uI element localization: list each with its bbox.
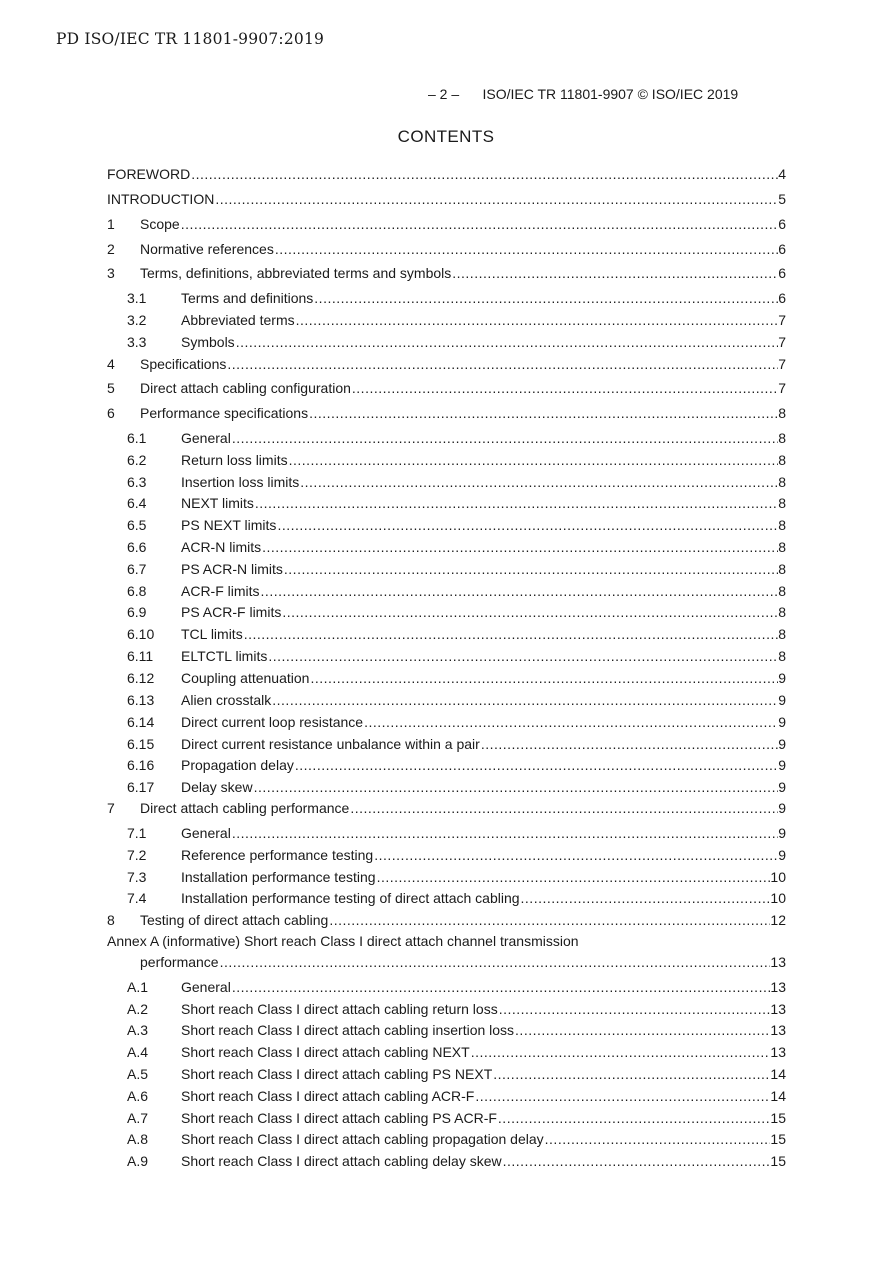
running-head: – 2 – ISO/IEC TR 11801-9907 © ISO/IEC 2019 xyxy=(428,86,739,102)
toc-entry-number: 6 xyxy=(107,405,115,421)
toc-leader-dots xyxy=(232,824,778,842)
toc-entry-number: 7.1 xyxy=(127,825,147,841)
toc-entry-title: ACR-N limits xyxy=(181,539,262,555)
toc-entry-page: 8 xyxy=(778,474,786,490)
toc-entry-page: 13 xyxy=(770,954,786,970)
toc-entry-title: ELTCTL limits xyxy=(181,648,268,664)
toc-entry-title: Symbols xyxy=(181,334,235,350)
toc-entry-page: 7 xyxy=(778,334,786,350)
toc-entry-title: Short reach Class I direct attach cabling ACR-F xyxy=(181,1088,475,1104)
toc-entry-number: A.4 xyxy=(127,1044,149,1060)
toc-entry-page: 12 xyxy=(770,912,786,928)
toc-entry-number: 6.4 xyxy=(127,495,147,511)
toc-leader-dots xyxy=(289,451,779,469)
toc-entry-title: Short reach Class I direct attach cabling delay skew xyxy=(181,1153,502,1169)
toc-entry-title: General xyxy=(181,825,231,841)
toc-entry-number: A.1 xyxy=(127,979,149,995)
toc-entry-title: NEXT limits xyxy=(181,495,254,511)
toc-leader-dots xyxy=(191,165,778,183)
toc-entry-title: General xyxy=(181,430,231,446)
toc-entry-page: 8 xyxy=(778,626,786,642)
annex-heading: Annex A (informative) Short reach Class I direct attach channel transmission xyxy=(107,933,579,949)
toc-entry-page: 9 xyxy=(778,757,786,773)
toc-entry-page: 6 xyxy=(778,241,786,257)
toc-entry-number: 6.17 xyxy=(127,779,155,795)
toc-entry[interactable] xyxy=(107,377,786,397)
toc-leader-dots xyxy=(261,582,779,600)
toc-entry-page: 15 xyxy=(770,1110,786,1126)
toc-leader-dots xyxy=(475,1087,770,1105)
toc-leader-dots xyxy=(364,713,778,731)
toc-entry-page: 13 xyxy=(770,979,786,995)
toc-entry[interactable] xyxy=(107,262,786,282)
toc-entry[interactable] xyxy=(127,287,786,307)
toc-entry-title: Terms, definitions, abbreviated terms and symbols xyxy=(140,265,452,281)
toc-entry-number: 6.8 xyxy=(127,583,147,599)
toc-leader-dots xyxy=(350,799,778,817)
toc-entry-page: 10 xyxy=(770,890,786,906)
toc-entry[interactable] xyxy=(127,976,786,996)
toc-entry-title: Scope xyxy=(140,216,180,232)
toc-entry-title: Coupling attenuation xyxy=(181,670,310,686)
toc-entry[interactable] xyxy=(107,909,786,929)
toc-entry[interactable] xyxy=(127,427,786,447)
toc-entry-number: 6.3 xyxy=(127,474,147,490)
toc-leader-dots xyxy=(503,1152,771,1170)
toc-entry-page: 8 xyxy=(778,430,786,446)
toc-entry-number: 6.10 xyxy=(127,626,155,642)
toc-entry[interactable] xyxy=(127,1019,786,1039)
document-identifier: PD ISO/IEC TR 11801-9907:2019 xyxy=(56,30,325,48)
toc-leader-dots xyxy=(471,1043,771,1061)
toc-entry-page: 15 xyxy=(770,1131,786,1147)
toc-entry[interactable] xyxy=(127,733,786,753)
toc-entry-page: 8 xyxy=(778,561,786,577)
toc-leader-dots xyxy=(220,953,771,971)
toc-entry[interactable] xyxy=(127,887,786,907)
toc-entry[interactable] xyxy=(127,309,786,329)
toc-entry-number: 6.2 xyxy=(127,452,147,468)
toc-leader-dots xyxy=(545,1130,771,1148)
toc-entry-number: 7.3 xyxy=(127,869,147,885)
toc-entry-page: 4 xyxy=(778,166,786,182)
toc-entry[interactable] xyxy=(107,402,786,422)
toc-entry-page: 8 xyxy=(778,648,786,664)
toc-entry-title: INTRODUCTION xyxy=(107,191,215,207)
toc-leader-dots xyxy=(521,889,771,907)
toc-entry[interactable] xyxy=(127,580,786,600)
toc-entry-title: FOREWORD xyxy=(107,166,191,182)
toc-entry-number: 6.13 xyxy=(127,692,155,708)
toc-entry[interactable] xyxy=(127,711,786,731)
toc-entry-number: A.8 xyxy=(127,1131,149,1147)
toc-entry[interactable] xyxy=(127,822,786,842)
toc-leader-dots xyxy=(284,560,778,578)
toc-entry[interactable] xyxy=(127,645,786,665)
toc-leader-dots xyxy=(232,429,778,447)
toc-leader-dots xyxy=(352,379,778,397)
toc-leader-dots xyxy=(515,1021,770,1039)
toc-entry-number: 6.14 xyxy=(127,714,155,730)
toc-entry-page: 8 xyxy=(778,405,786,421)
toc-entry-number: 7 xyxy=(107,800,115,816)
toc-leader-dots xyxy=(215,190,778,208)
toc-leader-dots xyxy=(255,494,778,512)
toc-entry-title: performance xyxy=(140,954,219,970)
toc-entry-number: A.5 xyxy=(127,1066,149,1082)
toc-entry[interactable] xyxy=(127,844,786,864)
toc-entry-page: 8 xyxy=(778,583,786,599)
toc-leader-dots xyxy=(277,516,778,534)
toc-entry-page: 13 xyxy=(770,1001,786,1017)
toc-entry[interactable] xyxy=(127,754,786,774)
toc-entry[interactable] xyxy=(127,1041,786,1061)
toc-entry-title: Short reach Class I direct attach cabling PS NEXT xyxy=(181,1066,493,1082)
toc-entry[interactable] xyxy=(127,866,786,886)
toc-entry[interactable] xyxy=(140,951,786,971)
toc-entry-title: General xyxy=(181,979,231,995)
toc-entry[interactable] xyxy=(127,623,786,643)
toc-entry[interactable] xyxy=(127,471,786,491)
toc-entry-title: Alien crosstalk xyxy=(181,692,272,708)
toc-entry[interactable] xyxy=(127,1063,786,1083)
toc-entry-title: PS ACR-N limits xyxy=(181,561,283,577)
toc-entry-page: 5 xyxy=(778,191,786,207)
toc-entry-number: 3 xyxy=(107,265,115,281)
toc-entry-page: 7 xyxy=(778,380,786,396)
toc-entry-title: Short reach Class I direct attach cabling insertion loss xyxy=(181,1022,515,1038)
toc-entry[interactable] xyxy=(127,492,786,512)
toc-entry-title: Reference performance testing xyxy=(181,847,374,863)
toc-entry-title: Direct attach cabling performance xyxy=(140,800,350,816)
toc-entry-title: Return loss limits xyxy=(181,452,288,468)
toc-entry-page: 6 xyxy=(778,290,786,306)
toc-entry-page: 7 xyxy=(778,356,786,372)
toc-entry-page: 8 xyxy=(778,495,786,511)
toc-entry[interactable] xyxy=(107,797,786,817)
toc-leader-dots xyxy=(262,538,778,556)
toc-entry-page: 8 xyxy=(778,604,786,620)
toc-entry[interactable] xyxy=(127,689,786,709)
toc-entry[interactable] xyxy=(107,353,786,373)
toc-entry[interactable] xyxy=(127,601,786,621)
toc-entry[interactable] xyxy=(107,238,786,258)
toc-entry-number: A.7 xyxy=(127,1110,149,1126)
toc-entry-number: A.6 xyxy=(127,1088,149,1104)
page-title: CONTENTS xyxy=(397,127,495,146)
toc-entry-number: 6.12 xyxy=(127,670,155,686)
toc-entry[interactable] xyxy=(127,776,786,796)
toc-leader-dots xyxy=(282,603,778,621)
toc-entry-page: 6 xyxy=(778,265,786,281)
toc-leader-dots xyxy=(232,978,771,996)
toc-entry-number: 7.4 xyxy=(127,890,147,906)
toc-entry[interactable] xyxy=(127,1150,786,1170)
toc-entry-title: Short reach Class I direct attach cabling propagation delay xyxy=(181,1131,544,1147)
toc-entry-number: 6.5 xyxy=(127,517,147,533)
toc-entry-page: 6 xyxy=(778,216,786,232)
toc-entry-page: 14 xyxy=(770,1066,786,1082)
toc-entry-number: A.3 xyxy=(127,1022,149,1038)
toc-entry-page: 9 xyxy=(778,800,786,816)
toc-entry[interactable] xyxy=(127,449,786,469)
toc-leader-dots xyxy=(452,264,778,282)
toc-entry-page: 8 xyxy=(778,517,786,533)
toc-leader-dots xyxy=(310,669,778,687)
toc-leader-dots xyxy=(236,333,779,351)
toc-entry-page: 9 xyxy=(778,825,786,841)
toc-entry-number: 6.9 xyxy=(127,604,147,620)
toc-entry-page: 7 xyxy=(778,312,786,328)
toc-entry-page: 9 xyxy=(778,692,786,708)
toc-leader-dots xyxy=(296,311,779,329)
toc-entry[interactable] xyxy=(127,667,786,687)
toc-entry-number: 6.16 xyxy=(127,757,155,773)
toc-entry-number: 6.7 xyxy=(127,561,147,577)
toc-entry-number: 6.1 xyxy=(127,430,147,446)
toc-entry-page: 10 xyxy=(770,869,786,885)
toc-leader-dots xyxy=(268,647,778,665)
toc-entry-title: Installation performance testing of direct attach cabling xyxy=(181,890,520,906)
toc-entry-number: A.2 xyxy=(127,1001,149,1017)
toc-entry-page: 9 xyxy=(778,779,786,795)
toc-entry-title: Normative references xyxy=(140,241,274,257)
toc-entry-number: 3.1 xyxy=(127,290,147,306)
toc-entry-title: Specifications xyxy=(140,356,227,372)
toc-leader-dots xyxy=(295,756,778,774)
toc-entry-page: 8 xyxy=(778,452,786,468)
toc-entry-page: 8 xyxy=(778,539,786,555)
toc-entry-page: 14 xyxy=(770,1088,786,1104)
toc-entry[interactable] xyxy=(107,213,786,233)
toc-leader-dots xyxy=(181,215,779,233)
toc-entry-number: 5 xyxy=(107,380,115,396)
toc-entry[interactable] xyxy=(127,514,786,534)
toc-entry-title: Insertion loss limits xyxy=(181,474,300,490)
toc-entry-page: 13 xyxy=(770,1022,786,1038)
toc-entry-title: Direct current loop resistance xyxy=(181,714,364,730)
toc-entry-page: 13 xyxy=(770,1044,786,1060)
toc-entry-page: 9 xyxy=(778,847,786,863)
toc-entry[interactable] xyxy=(127,1085,786,1105)
toc-entry-number: 6.11 xyxy=(127,648,154,664)
toc-leader-dots xyxy=(499,1000,771,1018)
toc-entry-number: 1 xyxy=(107,216,115,232)
toc-entry-number: 2 xyxy=(107,241,115,257)
toc-leader-dots xyxy=(481,735,778,753)
toc-entry-title: TCL limits xyxy=(181,626,243,642)
toc-entry[interactable] xyxy=(107,188,786,208)
toc-leader-dots xyxy=(244,625,779,643)
toc-entry-title: Short reach Class I direct attach cabling PS ACR-F xyxy=(181,1110,497,1126)
toc-entry-number: 7.2 xyxy=(127,847,147,863)
toc-entry-title: Direct current resistance unbalance within a pair xyxy=(181,736,480,752)
toc-entry-page: 9 xyxy=(778,736,786,752)
toc-entry-number: 4 xyxy=(107,356,115,372)
toc-leader-dots xyxy=(309,404,778,422)
toc-entry-title: Short reach Class I direct attach cabling return loss xyxy=(181,1001,498,1017)
toc-entry-title: PS NEXT limits xyxy=(181,517,277,533)
toc-entry-page: 9 xyxy=(778,670,786,686)
toc-entry-title: PS ACR-F limits xyxy=(181,604,282,620)
toc-leader-dots xyxy=(275,240,778,258)
toc-entry-title: ACR-F limits xyxy=(181,583,260,599)
toc-leader-dots xyxy=(377,868,771,886)
toc-entry-number: 3.2 xyxy=(127,312,147,328)
toc-entry-title: Short reach Class I direct attach cabling NEXT xyxy=(181,1044,470,1060)
toc-entry[interactable] xyxy=(127,998,786,1018)
toc-entry-number: 3.3 xyxy=(127,334,147,350)
toc-entry[interactable] xyxy=(127,331,786,351)
toc-entry[interactable] xyxy=(127,1107,786,1127)
toc-entry-page: 9 xyxy=(778,714,786,730)
toc-entry-number: 6.15 xyxy=(127,736,155,752)
toc-entry[interactable] xyxy=(127,1128,786,1148)
toc-leader-dots xyxy=(300,473,778,491)
toc-leader-dots xyxy=(329,911,770,929)
toc-entry-title: Installation performance testing xyxy=(181,869,376,885)
toc-leader-dots xyxy=(227,355,778,373)
toc-entry-title: Abbreviated terms xyxy=(181,312,295,328)
toc-entry-number: A.9 xyxy=(127,1153,149,1169)
toc-entry-title: Performance specifications xyxy=(140,405,309,421)
toc-entry-title: Direct attach cabling configuration xyxy=(140,380,351,396)
toc-entry-page: 15 xyxy=(770,1153,786,1169)
toc-leader-dots xyxy=(493,1065,770,1083)
toc-entry-title: Testing of direct attach cabling xyxy=(140,912,329,928)
toc-entry-title: Terms and definitions xyxy=(181,290,314,306)
toc-entry-title: Delay skew xyxy=(181,779,253,795)
toc-entry[interactable] xyxy=(127,558,786,578)
toc-leader-dots xyxy=(272,691,778,709)
toc-leader-dots xyxy=(254,778,779,796)
toc-entry[interactable] xyxy=(127,536,786,556)
toc-leader-dots xyxy=(498,1109,771,1127)
toc-entry[interactable] xyxy=(107,163,786,183)
toc-leader-dots xyxy=(374,846,778,864)
toc-leader-dots xyxy=(314,289,778,307)
toc-entry-title: Propagation delay xyxy=(181,757,294,773)
toc-entry-number: 8 xyxy=(107,912,115,928)
toc-entry-number: 6.6 xyxy=(127,539,147,555)
